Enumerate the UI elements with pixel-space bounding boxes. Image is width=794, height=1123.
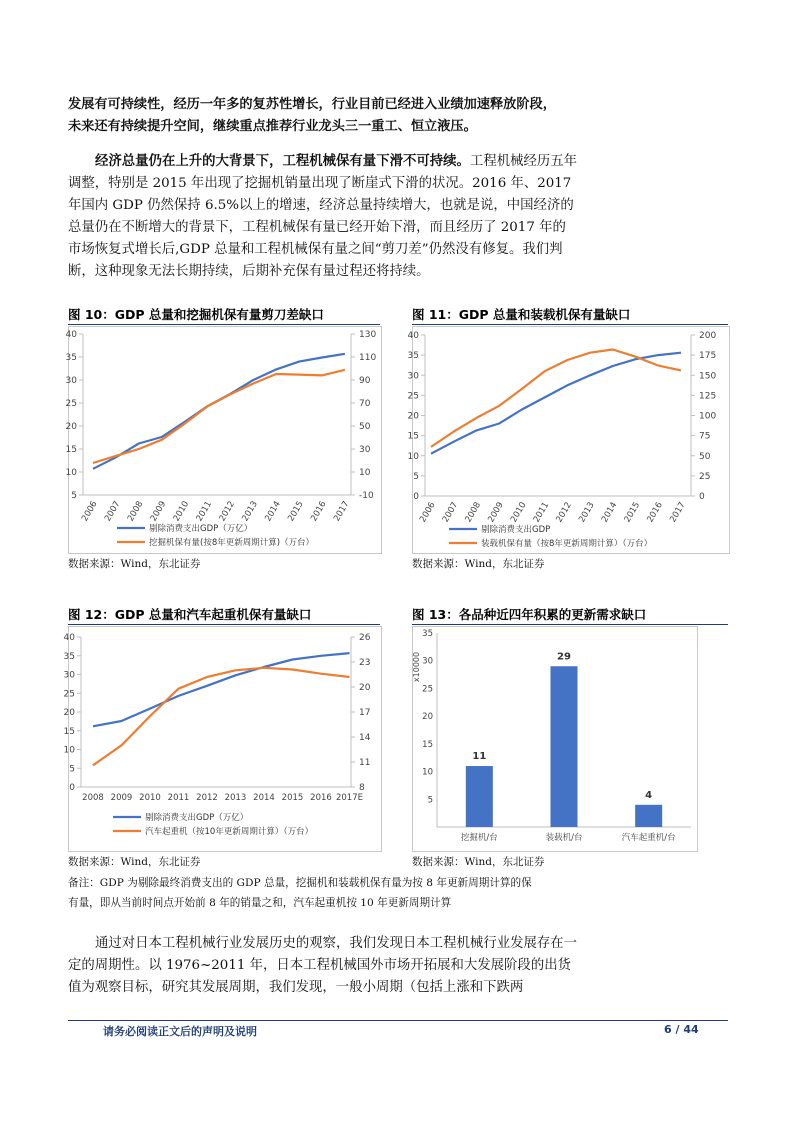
fig12-left-tick: 25 — [63, 689, 75, 700]
fig11-left-tick: 15 — [407, 431, 419, 442]
fig12-x-tick: 2011 — [167, 793, 190, 803]
fig10-left-tick: 15 — [65, 445, 77, 455]
fig11-x-tick: 2012 — [554, 500, 574, 525]
fig12-x-tick: 2008 — [82, 793, 104, 803]
fig11-x-tick: 2007 — [440, 500, 461, 525]
fig13-svg — [413, 627, 697, 851]
fig10-x-tick: 2011 — [194, 499, 215, 524]
fig12-right-tick: 20 — [359, 683, 371, 693]
fig12-left-tick: 15 — [63, 726, 75, 737]
fig10-left-tick: 20 — [65, 422, 77, 432]
fig13-x-tick: 汽车起重机/台 — [621, 833, 676, 843]
fig11-left-tick: 35 — [407, 351, 419, 362]
fig13-y-tick: 20 — [422, 712, 433, 723]
fig13-y-tick: 10 — [422, 767, 433, 778]
fig12-left-tick: 10 — [63, 745, 75, 756]
fig10-right-tick: 110 — [359, 353, 377, 363]
paragraph-body: 工程机械经历五年调整，特别是 2015 年出现了挖掘机销量出现了断崖式下滑的状况。2016 年、2017 年国内 GDP 仍然保持 6.5%以上的增速，经济总量持续增大，也就是说，中国经济的总量仍在不断增大的背景下，工程机械保有量已经开始下滑，而且经历了 2017 年的市场恢复式增长后,GDP 总量和工程机械保有量之间“剪刀差”仍然没有修复。我们判断，这种现象无法长期持续，后期补充保有量过程还将持续。 — [68, 154, 578, 279]
fig11-legend-stock: 装载机保有量（按8年更新周期计算）（万台） — [481, 539, 653, 549]
fig12-legend-stock: 汽车起重机（按10年更新周期计算）（万台） — [145, 827, 314, 837]
fig13-bar-label: 29 — [557, 651, 571, 663]
paragraph-lead: 经济总量仍在上升的大背景下，工程机械保有量下滑不可持续。 — [95, 154, 470, 169]
fig10-source: 数据来源：Wind，东北证券 — [68, 558, 201, 570]
fig10-legend-gdp: 剔除消费支出GDP（万亿） — [149, 524, 253, 534]
fig11-right-tick: 25 — [699, 471, 711, 482]
fig10-caption: 图 10：GDP 总量和挖掘机保有量剪刀差缺口 — [68, 307, 324, 322]
fig10-x-tick: 2017 — [332, 499, 352, 524]
fig12-caption: 图 12：GDP 总量和汽车起重机保有量缺口 — [68, 607, 312, 622]
fig13-y-tick: 15 — [422, 739, 433, 750]
fig12-right-tick: 23 — [359, 658, 371, 668]
fig13-bar-label: 11 — [472, 751, 487, 763]
fig12-left-tick: 20 — [63, 708, 75, 718]
fig12-right-tick: 17 — [359, 708, 371, 718]
fig12-svg — [63, 627, 381, 851]
fig11-left-tick: 30 — [407, 371, 419, 382]
fig11-series-gdp — [431, 353, 681, 454]
fig11-left-tick: 5 — [413, 471, 419, 482]
fig12-legend-gdp: 剔除消费支出GDP（万亿） — [145, 813, 249, 823]
fig11-x-tick: 2010 — [509, 500, 529, 525]
fig13-caption: 图 13：各品种近四年积累的更新需求缺口 — [412, 607, 647, 622]
fig10-left-tick: 10 — [65, 468, 77, 478]
fig11-right-tick: 200 — [699, 331, 717, 341]
fig12-x-tick: 2016 — [310, 793, 332, 803]
fig11-legend-gdp: 剔除消费支出GDP — [481, 525, 551, 535]
fig13-bar-label: 4 — [645, 789, 653, 801]
fig10-right-tick: -10 — [359, 491, 374, 501]
fig12-right-tick: 8 — [359, 783, 365, 793]
intro-line-2: 未来还有持续提升空间，继续重点推荐行业龙头三一重工、恒立液压。 — [68, 119, 477, 134]
paragraph-scissors-gap — [68, 151, 578, 283]
fig10-x-tick: 2013 — [240, 499, 260, 524]
fig11-x-tick: 2011 — [531, 500, 552, 525]
fig11-left-tick: 20 — [407, 411, 419, 422]
fig12-x-tick: 2013 — [224, 793, 247, 803]
fig12-chart — [63, 626, 382, 852]
fig11-source: 数据来源：Wind，东北证券 — [412, 558, 545, 570]
fig11-x-tick: 2016 — [645, 500, 665, 525]
paragraph-japan-cycle: 通过对日本工程机械行业发展历史的观察，我们发现日本工程机械行业发展存在一定的周期性。以 1976~2011 年，日本工程机械国外市场开拓展和大发展阶段的出货值为观察目标，研究其发展周期，我们发现，一般小周期（包括上涨和下跌两 — [68, 936, 578, 995]
fig13-x-tick: 挖掘机/台 — [460, 833, 498, 843]
fig11-series-stock — [431, 350, 681, 447]
fig11-left-tick: 40 — [407, 331, 419, 341]
fig10-x-tick: 2008 — [125, 499, 146, 524]
fig10-right-tick: 70 — [359, 399, 371, 409]
footer-disclaimer: 请务必阅读正文后的声明及说明 — [103, 1025, 257, 1038]
fig13-y-tick: 5 — [427, 795, 433, 806]
fig12-x-tick: 2012 — [196, 793, 218, 803]
fig11-x-tick: 2013 — [577, 500, 597, 525]
fig13-y-tick: 25 — [422, 684, 433, 695]
fig10-left-tick: 30 — [65, 376, 77, 386]
fig10-left-tick: 35 — [65, 353, 77, 363]
fig10-x-tick: 2009 — [148, 499, 169, 524]
fig11-x-tick: 2014 — [599, 500, 620, 525]
fig10-x-tick: 2014 — [263, 499, 283, 524]
fig13-y-tick: 30 — [422, 656, 433, 667]
fig11-svg — [407, 327, 729, 553]
fig13-source: 数据来源：Wind，东北证券 — [412, 856, 545, 868]
fig10-right-tick: 30 — [359, 445, 371, 455]
fig11-right-tick: 100 — [699, 411, 717, 422]
fig10-x-tick: 2007 — [103, 499, 123, 524]
fig12-source: 数据来源：Wind，东北证券 — [68, 856, 201, 868]
fig10-legend-stock: 挖掘机保有量(按8年更新周期计算)（万台） — [149, 538, 315, 548]
fig12-x-tick: 2017E — [335, 793, 364, 803]
figure-note-line-1: 备注：GDP 为剔除最终消费支出的 GDP 总量，挖掘机和装载机保有量为按 8 年更新周期计算的保 — [68, 877, 532, 889]
fig10-right-tick: 90 — [359, 376, 371, 386]
fig12-x-tick: 2009 — [110, 793, 133, 803]
fig12-x-tick: 2010 — [139, 793, 161, 803]
fig11-x-tick: 2006 — [418, 500, 438, 525]
fig11-x-tick: 2017 — [668, 500, 688, 525]
fig12-right-tick: 26 — [359, 633, 371, 643]
fig11-right-tick: 125 — [699, 391, 717, 402]
fig11-x-tick: 2015 — [622, 500, 643, 525]
fig11-chart — [407, 326, 730, 554]
fig10-right-tick: 130 — [359, 330, 377, 340]
footer-rule — [68, 1020, 728, 1021]
fig10-x-tick: 2010 — [171, 499, 192, 524]
fig12-left-tick: 40 — [63, 633, 75, 643]
fig11-right-tick: 50 — [699, 451, 711, 462]
fig10-left-tick: 40 — [65, 330, 77, 340]
fig10-chart — [65, 326, 382, 554]
fig11-right-tick: 175 — [699, 351, 717, 362]
fig12-series-gdp — [93, 653, 350, 726]
fig13-y-tick: 35 — [422, 629, 433, 639]
fig11-x-tick: 2009 — [486, 500, 506, 525]
fig11-left-tick: 25 — [407, 391, 419, 402]
fig12-x-tick: 2014 — [253, 793, 275, 803]
fig10-x-tick: 2015 — [286, 499, 306, 524]
fig13-x-tick: 装载机/台 — [545, 833, 583, 843]
fig13-bar — [635, 805, 662, 827]
fig10-svg — [65, 327, 381, 553]
fig10-right-tick: 50 — [359, 422, 371, 432]
fig11-right-tick: 0 — [699, 492, 705, 502]
fig12-left-tick: 0 — [69, 783, 75, 793]
fig10-left-tick: 25 — [65, 399, 77, 409]
fig10-x-tick: 2012 — [217, 499, 238, 524]
fig11-right-tick: 150 — [699, 371, 717, 382]
fig13-bar — [551, 666, 578, 827]
fig12-right-tick: 11 — [359, 758, 371, 768]
fig10-x-tick: 2006 — [80, 499, 100, 524]
fig10-left-tick: 5 — [71, 491, 77, 501]
fig12-x-tick: 2015 — [281, 793, 304, 803]
fig12-left-tick: 5 — [69, 764, 75, 775]
fig12-left-tick: 35 — [63, 651, 75, 662]
page-number: 6 / 44 — [664, 1023, 699, 1036]
fig11-left-tick: 0 — [413, 492, 419, 502]
fig13-y-unit: x10000 — [412, 651, 421, 683]
fig13-chart — [412, 626, 698, 852]
fig12-left-tick: 30 — [63, 670, 75, 681]
fig11-right-tick: 75 — [699, 431, 711, 442]
fig13-bar — [466, 766, 493, 827]
fig10-x-tick: 2016 — [309, 499, 329, 524]
fig11-left-tick: 10 — [407, 451, 419, 462]
fig11-x-tick: 2008 — [463, 500, 484, 525]
fig11-caption: 图 11：GDP 总量和装载机保有量缺口 — [412, 307, 631, 322]
figure-note-line-2: 有量，即从当前时间点开始前 8 年的销量之和，汽车起重机按 10 年更新周期计算 — [68, 897, 452, 909]
fig12-right-tick: 14 — [359, 733, 371, 743]
intro-line-1: 发展有可持续性，经历一年多的复苏性增长，行业目前已经进入业绩加速释放阶段， — [68, 97, 556, 112]
fig10-right-tick: 10 — [359, 468, 371, 478]
